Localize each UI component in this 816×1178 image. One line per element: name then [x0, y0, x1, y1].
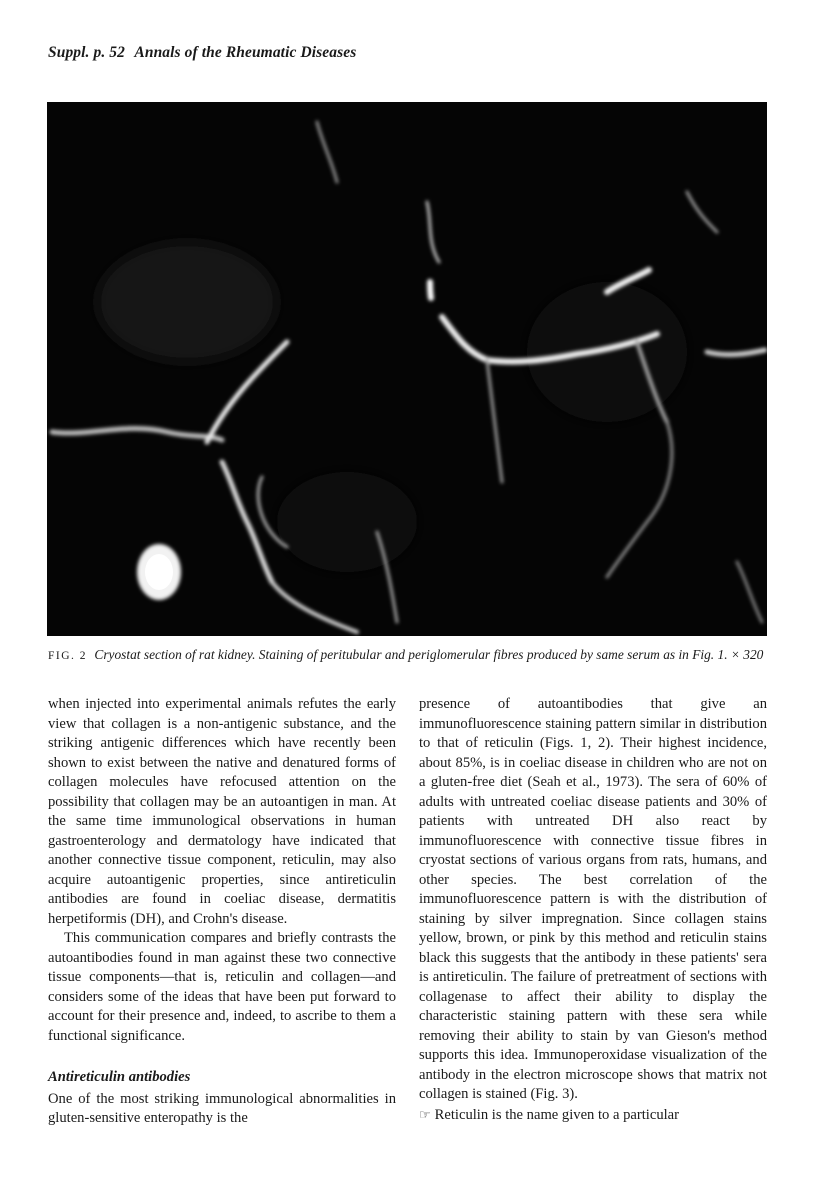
right-column — [419, 695, 767, 1125]
body-paragraph: Reticulin is the name given to a particular — [434, 1106, 680, 1123]
figure-label: FIG. 2 — [48, 650, 88, 662]
section-heading: Antireticulin antibodies — [48, 1069, 191, 1085]
body-paragraph: One of the most striking immunological abnormalities in gluten-sensitive enteropathy is the — [48, 1090, 396, 1126]
body-paragraph: when injected into experimental animals refutes the early view that collagen is a non-antigenic substance, and the striking antigenic differences which have recently been shown to exist between the native and denatured forms of collagen molecules have refocused attention on the possibility that collagen may be an autoantigen in man. At the same time immunological observations in human gastroenterology and dermatology have indicated that another connective tissue component, reticulin, may also acquire autoantigenic properties, since antireticulin antibodies are found in coeliac disease, dermatitis herpetiformis (DH), and Crohn's disease. — [48, 696, 396, 927]
body-paragraph: presence of autoantibodies that give an immunofluorescence staining pattern similar in distribution to that of reticulin (Figs. 1, 2). Their highest incidence, about 85%, is in coeliac disease in children who are not on a gluten-free diet (Seah et al., 1973). The sera of 60% of adults with untreated coeliac disease patients and 30% of patients with untreated DH also react by immunofluorescence with connective tissue fibres in cryostat sections of various organs from rats, humans, and other species. The best correlation of the immunofluorescence pattern is with the distribution of staining by silver impregnation. Since collagen stains yellow, brown, or pink by this method and reticulin stains black this suggests that the antibody in these patients' sera is antireticulin. The failure of pretreatment of sections with collagenase to affect their ability to display the characteristic staining pattern with these sera while removing their ability to stain by van Gieson's method supports this idea. Immunoperoxidase visualization of the antibody in the electron microscope shows that matrix not collagen is stained (Fig. 3). — [419, 696, 767, 1102]
left-column — [48, 695, 396, 1129]
pointing-hand-icon: ☞ — [419, 1106, 431, 1122]
journal-title: Annals of the Rheumatic Diseases — [134, 44, 357, 61]
page-number: Suppl. p. 52 — [48, 44, 125, 61]
figure-caption — [48, 645, 770, 666]
body-paragraph: This communication compares and briefly contrasts the autoantibodies found in man against these two connective tissue components—that is, reticulin and collagen—and considers some of the ideas that have been put forward to account for their presence and, indeed, to ascribe to them a functional significance. — [48, 930, 396, 1044]
fluorescence-micrograph-image — [47, 102, 767, 636]
running-header — [48, 44, 356, 62]
figure-caption-text: Cryostat section of rat kidney. Staining of peritubular and periglomerular fibres produced by same serum as in Fig. 1. × 320 — [94, 647, 764, 662]
micrograph-figure — [47, 102, 767, 636]
